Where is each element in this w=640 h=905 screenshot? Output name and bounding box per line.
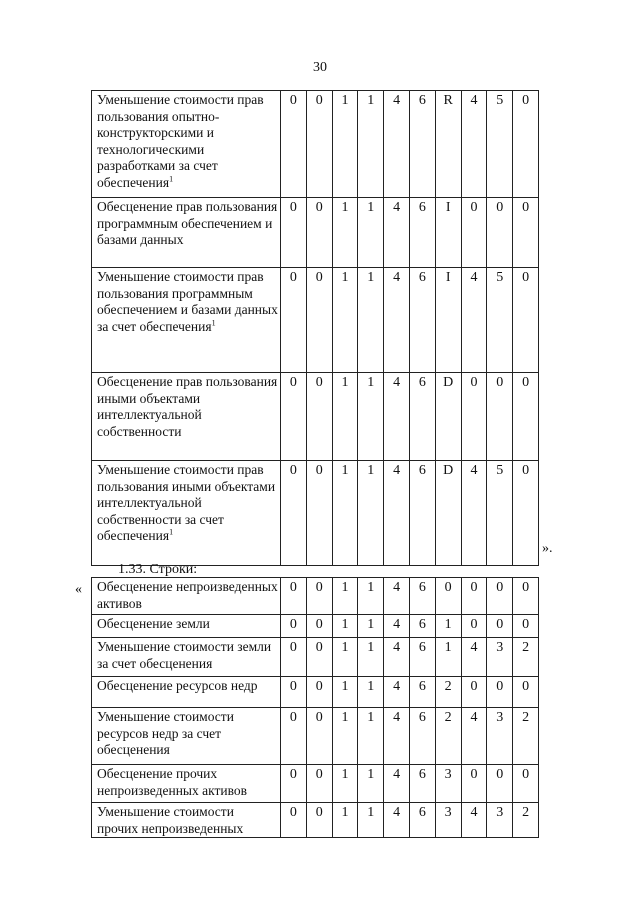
code-digit-cell: R [435,91,461,198]
code-digit-cell: 1 [358,615,384,638]
row-label: Обесценение прав пользования иными объектами интеллектуальной собственности [97,374,278,439]
code-digit-cell: 4 [384,91,410,198]
code-table-upper [91,90,539,566]
code-digit-cell: 0 [281,615,307,638]
row-label-cell [92,765,281,803]
code-digit-cell: D [435,461,461,566]
code-digit-cell: 0 [281,91,307,198]
code-digit-cell: 4 [384,198,410,268]
code-digit-cell: 1 [358,461,384,566]
code-digit-cell: 0 [306,461,332,566]
row-label: Уменьшение стоимости прав пользования иными объектами интеллектуальной собственности за счет обеспечения [97,462,276,543]
code-digit-cell: 3 [435,803,461,838]
code-digit-cell: 0 [306,615,332,638]
code-digit-cell: 4 [461,638,487,677]
code-digit-cell: 0 [513,615,539,638]
row-label-cell [92,578,281,615]
code-digit-cell: 2 [513,638,539,677]
code-digit-cell: 0 [435,578,461,615]
code-digit-cell: 1 [435,638,461,677]
code-digit-cell: 1 [332,268,358,373]
code-digit-cell: 1 [332,638,358,677]
code-digit-cell: 4 [384,677,410,708]
table-row [92,91,539,198]
code-digit-cell: 4 [384,373,410,461]
code-digit-cell: 2 [513,708,539,765]
code-digit-cell: 1 [358,91,384,198]
table-row [92,677,539,708]
code-digit-cell: 1 [358,803,384,838]
row-label-cell [92,708,281,765]
code-digit-cell: 6 [409,765,435,803]
code-digit-cell: 1 [358,765,384,803]
code-digit-cell: 4 [461,91,487,198]
code-digit-cell: 0 [513,677,539,708]
row-label-cell [92,803,281,838]
code-digit-cell: 0 [306,268,332,373]
row-label: Уменьшение стоимости прав пользования опытно-конструкторскими и технологическими разработками за счет обеспечения [97,92,264,190]
row-label: Уменьшение стоимости земли за счет обесценения [97,639,272,671]
code-digit-cell: 6 [409,578,435,615]
row-label: Уменьшение стоимости ресурсов недр за счет обесценения [97,709,234,757]
row-label: Обесценение земли [97,616,210,631]
code-digit-cell: 1 [332,677,358,708]
code-digit-cell: 4 [384,268,410,373]
code-digit-cell: 0 [461,198,487,268]
code-digit-cell: 1 [332,373,358,461]
row-label: Обесценение непроизведенных активов [97,579,278,611]
code-digit-cell: 0 [487,198,513,268]
code-digit-cell: D [435,373,461,461]
code-digit-cell: 1 [332,461,358,566]
code-digit-cell: 6 [409,91,435,198]
code-digit-cell: 2 [435,708,461,765]
row-label: Обесценение ресурсов недр [97,678,258,693]
code-digit-cell: 4 [461,708,487,765]
table-row [92,198,539,268]
table-row [92,803,539,838]
code-digit-cell: 0 [461,677,487,708]
footnote-mark: 1 [169,527,174,537]
code-digit-cell: 0 [306,198,332,268]
table-row [92,615,539,638]
row-label-cell [92,268,281,373]
code-digit-cell: 0 [306,803,332,838]
code-digit-cell: 4 [384,765,410,803]
code-digit-cell: 6 [409,461,435,566]
code-digit-cell: 4 [384,461,410,566]
code-digit-cell: 0 [513,91,539,198]
code-digit-cell: 0 [281,268,307,373]
code-digit-cell: 1 [332,578,358,615]
code-digit-cell: 1 [332,765,358,803]
code-digit-cell: 0 [281,638,307,677]
code-digit-cell: 5 [487,268,513,373]
code-digit-cell: 6 [409,373,435,461]
code-digit-cell: 0 [281,373,307,461]
code-digit-cell: 4 [384,803,410,838]
code-digit-cell: 1 [332,198,358,268]
code-digit-cell: 5 [487,91,513,198]
code-digit-cell: 0 [306,708,332,765]
table-row [92,578,539,615]
code-digit-cell: 0 [306,91,332,198]
code-digit-cell: 0 [281,708,307,765]
row-label-cell [92,461,281,566]
table-row [92,461,539,566]
code-digit-cell: 0 [281,578,307,615]
code-digit-cell: 1 [358,198,384,268]
code-digit-cell: 4 [384,615,410,638]
code-digit-cell: 0 [461,373,487,461]
code-digit-cell: 2 [513,803,539,838]
code-digit-cell: 1 [358,677,384,708]
code-digit-cell: 0 [513,765,539,803]
closing-quote: ». [542,541,553,556]
code-digit-cell: 1 [332,708,358,765]
code-digit-cell: I [435,198,461,268]
code-table-lower [91,577,539,838]
code-digit-cell: 0 [487,373,513,461]
code-digit-cell: 1 [332,803,358,838]
row-label: Уменьшение стоимости прочих непроизведенных [97,804,244,836]
code-digit-cell: 0 [461,578,487,615]
table-row [92,765,539,803]
code-digit-cell: 0 [487,677,513,708]
code-digit-cell: 0 [487,765,513,803]
row-label: Обесценение прав пользования программным обеспечением и базами данных [97,199,278,247]
code-digit-cell: 0 [513,198,539,268]
code-digit-cell: 1 [358,708,384,765]
table-row [92,373,539,461]
row-label-cell [92,677,281,708]
table-row [92,268,539,373]
code-digit-cell: 0 [306,677,332,708]
code-digit-cell: 1 [358,268,384,373]
page-number: 30 [313,60,327,75]
row-label-cell [92,198,281,268]
row-label: Уменьшение стоимости прав пользования программным обеспечением и базами данных за счет обеспечения [97,269,278,334]
code-digit-cell: I [435,268,461,373]
code-digit-cell: 6 [409,638,435,677]
code-digit-cell: 0 [281,765,307,803]
code-digit-cell: 4 [384,708,410,765]
code-digit-cell: 0 [461,615,487,638]
code-digit-cell: 0 [513,373,539,461]
code-digit-cell: 0 [281,677,307,708]
code-digit-cell: 1 [332,615,358,638]
code-digit-cell: 5 [487,461,513,566]
code-digit-cell: 0 [281,198,307,268]
row-label: Обесценение прочих непроизведенных активов [97,766,248,798]
code-digit-cell: 1 [435,615,461,638]
code-digit-cell: 0 [306,765,332,803]
code-digit-cell: 0 [281,461,307,566]
code-digit-cell: 6 [409,615,435,638]
code-digit-cell: 1 [358,373,384,461]
footnote-mark: 1 [169,174,174,183]
code-digit-cell: 0 [306,578,332,615]
code-digit-cell: 1 [358,638,384,677]
row-label-cell [92,615,281,638]
code-digit-cell: 4 [461,803,487,838]
row-label-cell [92,373,281,461]
table-row [92,708,539,765]
code-digit-cell: 0 [306,373,332,461]
row-label-cell [92,638,281,677]
code-digit-cell: 4 [384,638,410,677]
code-digit-cell: 4 [461,461,487,566]
code-digit-cell: 1 [332,91,358,198]
code-digit-cell: 0 [487,578,513,615]
code-digit-cell: 0 [513,461,539,566]
code-digit-cell: 6 [409,268,435,373]
code-digit-cell: 2 [435,677,461,708]
code-digit-cell: 6 [409,803,435,838]
code-digit-cell: 0 [513,268,539,373]
code-digit-cell: 0 [306,638,332,677]
code-digit-cell: 4 [384,578,410,615]
footnote-mark: 1 [211,318,216,327]
code-digit-cell: 3 [435,765,461,803]
code-digit-cell: 4 [461,268,487,373]
code-digit-cell: 0 [281,803,307,838]
code-digit-cell: 0 [513,578,539,615]
code-digit-cell: 3 [487,803,513,838]
row-label-cell [92,91,281,198]
code-digit-cell: 3 [487,638,513,677]
code-digit-cell: 6 [409,708,435,765]
code-digit-cell: 0 [487,615,513,638]
opening-quote: « [75,582,82,597]
section-heading: 1.33. Строки: [118,562,198,577]
code-digit-cell: 6 [409,198,435,268]
code-digit-cell: 0 [461,765,487,803]
code-digit-cell: 6 [409,677,435,708]
code-digit-cell: 3 [487,708,513,765]
table-row [92,638,539,677]
code-digit-cell: 1 [358,578,384,615]
